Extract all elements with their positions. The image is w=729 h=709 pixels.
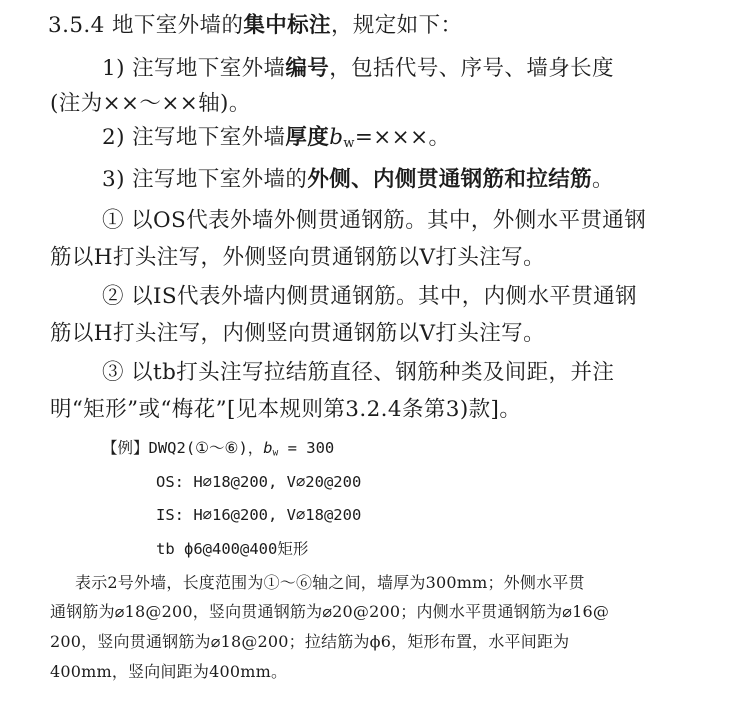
example-value: = 300: [278, 439, 335, 457]
item-2-var-sub: w: [343, 136, 355, 152]
clause-3-line-2: 明“矩形”或“梅花”[见本规则第3.2.4条第3)款]。: [50, 397, 522, 422]
example-var-sub: w: [272, 447, 279, 459]
explanation-line-1: 表示2号外墙，长度范围为①～⑥轴之间，墙厚为300mm；外侧水平贯: [75, 573, 585, 592]
clause-2-line-1: ② 以IS代表外墙内侧贯通钢筋。其中，内侧水平贯通钢: [102, 284, 637, 309]
section-title-post: ，规定如下：: [330, 13, 463, 38]
item-3-post: 。: [592, 167, 614, 192]
example-line-1: [102, 441, 334, 458]
item-2-var: b: [329, 125, 344, 150]
section-title-bold: 集中标注: [243, 13, 331, 38]
explanation-line-4: 400mm，竖向间距为400mm。: [50, 662, 288, 681]
item-3-line: [102, 169, 614, 191]
item-2-bold: 厚度: [285, 125, 330, 150]
item-1-line-1: [102, 58, 614, 80]
item-2-pre: 2) 注写地下室外墙: [102, 125, 286, 150]
section-heading: [48, 15, 462, 37]
item-2-post: =×××。: [354, 125, 451, 150]
example-var: b: [263, 439, 273, 457]
item-1-post: ，包括代号、序号、墙身长度: [329, 56, 614, 81]
example-line-tb: tb ϕ6@400@400矩形: [156, 540, 309, 558]
item-3-pre: 3) 注写地下室外墙的: [102, 167, 308, 192]
explanation-line-2: 通钢筋为⌀18@200，竖向贯通钢筋为⌀20@200；内侧水平贯通钢筋为⌀16@: [50, 602, 610, 621]
clause-3-line-1: ③ 以tb打头注写拉结筋直径、钢筋种类及间距，并注: [102, 360, 615, 385]
item-1-bold: 编号: [285, 56, 330, 81]
example-line-is: IS: H⌀16@200, V⌀18@200: [156, 506, 362, 524]
example-label: 【例】DWQ2(①～⑥)，: [102, 439, 264, 457]
item-2-line: [102, 127, 450, 151]
example-line-os: OS: H⌀18@200, V⌀20@200: [156, 473, 362, 491]
clause-2-line-2: 筋以H打头注写，内侧竖向贯通钢筋以V打头注写。: [50, 321, 545, 346]
section-number: 3.5.4: [48, 13, 105, 38]
item-1-pre: 1) 注写地下室外墙: [102, 56, 286, 81]
section-title-pre: 地下室外墙的: [111, 13, 244, 38]
item-3-bold: 外侧、内侧贯通钢筋和拉结筋: [307, 167, 593, 192]
item-1-line-2: (注为××～××轴)。: [50, 91, 251, 116]
clause-1-line-1: ① 以OS代表外墙外侧贯通钢筋。其中，外侧水平贯通钢: [102, 208, 647, 233]
clause-1-line-2: 筋以H打头注写，外侧竖向贯通钢筋以V打头注写。: [50, 245, 545, 270]
explanation-line-3: 200，竖向贯通钢筋为⌀18@200；拉结筋为ϕ6，矩形布置，水平间距为: [50, 632, 570, 651]
